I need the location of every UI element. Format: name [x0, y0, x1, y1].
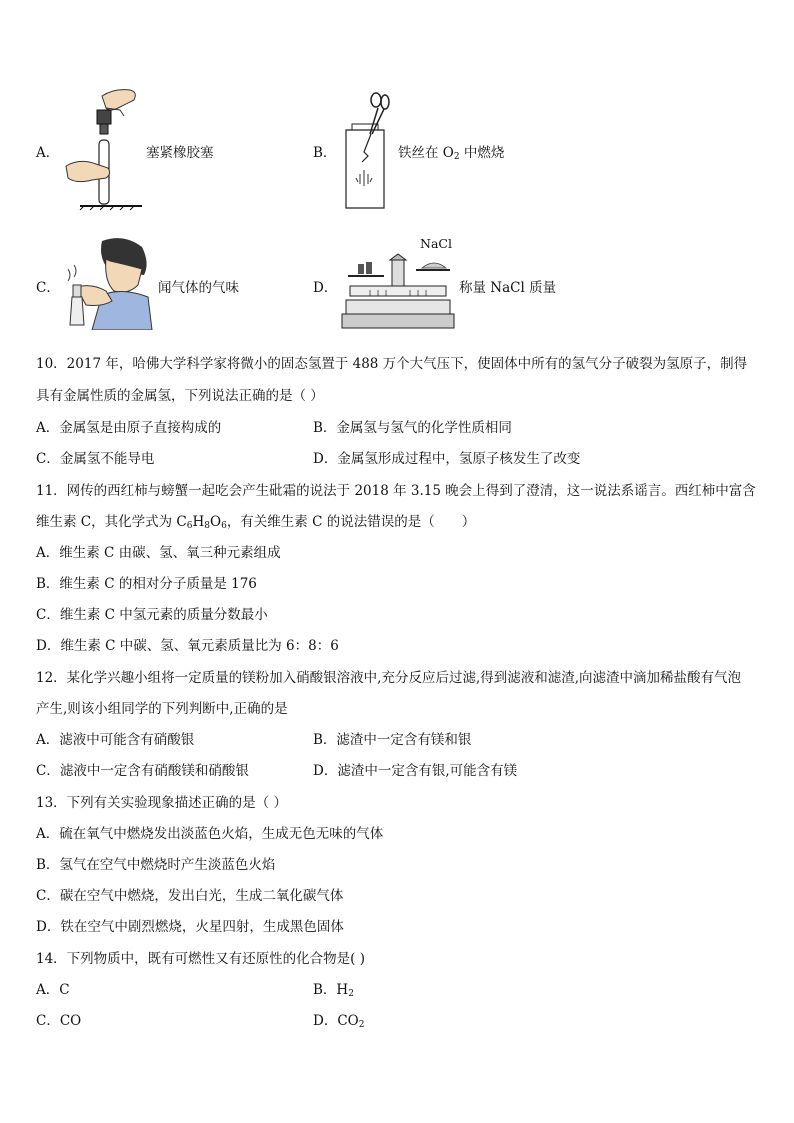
- q13-option-c: C．碳在空气中燃烧，发出白光，生成二氧化碳气体: [36, 888, 344, 904]
- q10-option-d: D．金属氢形成过程中，氢原子核发生了改变: [313, 451, 581, 467]
- q14-option-a: A．C: [36, 982, 70, 998]
- option-b-caption: 铁丝在 $O_2$ 中燃烧: [398, 145, 505, 162]
- q13-stem: 13．下列有关实验现象描述正确的是（ ）: [36, 795, 287, 811]
- q14-option-d: D．$CO_2$: [313, 1013, 365, 1030]
- q14-option-c: C．CO: [36, 1013, 82, 1029]
- q13-option-d: D．铁在空气中剧烈燃烧，火星四射，生成黑色固体: [36, 919, 344, 935]
- q10-option-c: C．金属氢不能导电: [36, 451, 155, 467]
- q13-option-b: B．氢气在空气中燃烧时产生淡蓝色火焰: [36, 857, 276, 873]
- q10-stem-line1: 10．2017 年，哈佛大学科学家将微小的固态氢置于 488 万个大气压下，使固体中所有的氢气分子破裂为氢原子，制得: [36, 356, 748, 372]
- stopper-insert-figure: [62, 86, 144, 212]
- q12-option-d: D．滤渣中一定含有银,可能含有镁: [313, 763, 518, 779]
- option-a-letter: A．: [36, 145, 60, 161]
- q14-stem: 14．下列物质中，既有可燃性又有还原性的化合物是( ): [36, 951, 366, 967]
- smelling-gas-figure: [62, 235, 154, 330]
- option-d-caption: 称量 NaCl 质量: [459, 280, 557, 296]
- balance-nacl-label: NaCl: [420, 236, 452, 251]
- q13-option-a: A．硫在氧气中燃烧发出淡蓝色火焰，生成无色无味的气体: [36, 826, 384, 842]
- option-d-letter: D．: [313, 280, 338, 296]
- iron-wire-burning-figure: [340, 90, 390, 212]
- q12-option-a: A．滤液中可能含有硝酸银: [36, 732, 195, 748]
- option-b-letter: B．: [313, 145, 337, 161]
- q14-option-b: B．$H_2$: [313, 982, 354, 999]
- q12-option-b: B．滤渣中一定含有镁和银: [313, 732, 472, 748]
- q11-stem-line2: 维生素 C，其化学式为 $C_6H_8O_6$，有关维生素 C 的说法错误的是（ ）: [36, 514, 476, 531]
- q11-option-c: C．维生素 C 中氢元素的质量分数最小: [36, 607, 268, 623]
- option-a-caption: 塞紧橡胶塞: [146, 145, 214, 161]
- q10-option-b: B．金属氢与氢气的化学性质相同: [313, 420, 512, 436]
- q10-stem-line2: 具有金属性质的金属氢，下列说法正确的是（ ）: [36, 388, 324, 404]
- q10-option-a: A．金属氢是由原子直接构成的: [36, 420, 222, 436]
- balance-weighing-figure: [340, 252, 456, 332]
- q11-option-d: D．维生素 C 中碳、氢、氧元素质量比为 6：8：6: [36, 638, 339, 654]
- option-c-letter: C．: [36, 280, 60, 296]
- option-c-caption: 闻气体的气味: [158, 280, 239, 296]
- q12-stem-line2: 产生,则该小组同学的下列判断中,正确的是: [36, 701, 288, 717]
- q11-option-a: A．维生素 C 由碳、氢、氧三种元素组成: [36, 545, 281, 561]
- q11-option-b: B．维生素 C 的相对分子质量是 176: [36, 576, 257, 592]
- q12-stem-line1: 12．某化学兴趣小组将一定质量的镁粉加入硝酸银溶液中,充分反应后过滤,得到滤液和滤渣,向滤渣中滴加稀盐酸有气泡: [36, 670, 742, 686]
- q11-stem-line1: 11．网传的西红柿与螃蟹一起吃会产生砒霜的说法于 2018 年 3.15 晚会上得到了澄清，这一说法系谣言。西红柿中富含: [36, 483, 756, 499]
- q12-option-c: C．滤液中一定含有硝酸镁和硝酸银: [36, 763, 249, 779]
